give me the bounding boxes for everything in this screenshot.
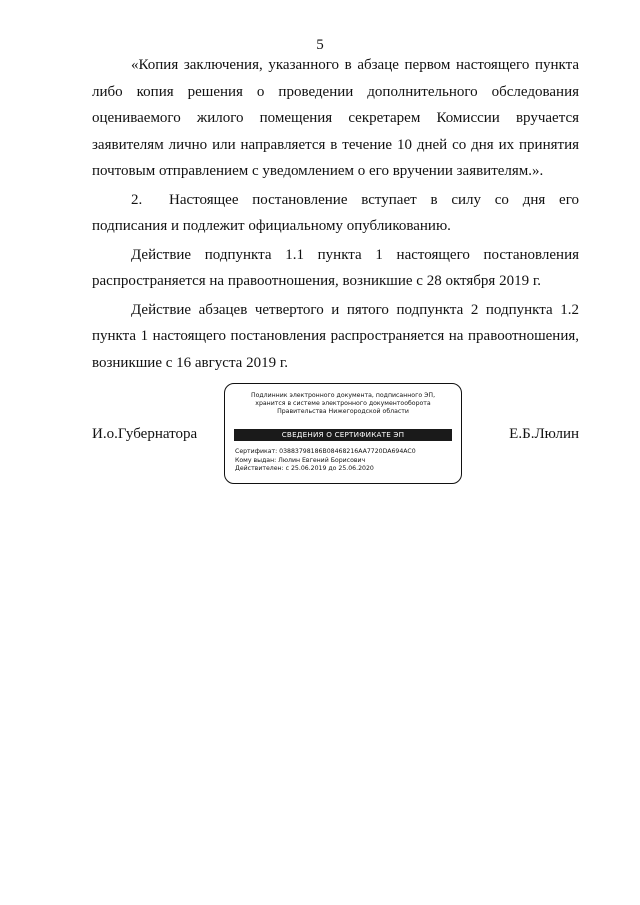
stamp-header [225, 392, 461, 416]
paragraph-effect-1-1 [92, 242, 579, 295]
document-body [92, 52, 579, 378]
electronic-signature-stamp [224, 383, 462, 484]
paragraph-text: Действие подпункта 1.1 пункта 1 настоящего постановления распространяется на правоотношения, возникшие с 28 октября 2019 г. [92, 246, 579, 289]
paragraph-text: «Копия заключения, указанного в абзаце первом настоящего пункта либо копия решения о проведении дополнительного обследования оцениваемого жилого помещения секретарем Комиссии вручается заявителям лично или направляется в течение 10 дней со дня их принятия почтовым отправлением с уведомлением о его вручении заявителям.». [92, 57, 579, 179]
stamp-title-bar: СВЕДЕНИЯ О СЕРТИФИКАТЕ ЭП [234, 429, 452, 441]
stamp-header-line: хранится в системе электронного документооборота [255, 400, 431, 407]
stamp-header-line: Подлинник электронного документа, подписанного ЭП, [250, 392, 436, 399]
certificate-number: Сертификат: 03883798186B08468216AA7720DA694AC0 [235, 448, 416, 455]
paragraph-item-2 [92, 187, 579, 240]
paragraph-text: Настоящее постановление вступает в силу со дня его подписания и подлежит официальному опубликованию. [92, 191, 579, 234]
signatory-position: И.о.Губернатора [92, 426, 198, 442]
paragraph-text: Действие абзацев четвертого и пятого подпункта 2 подпункта 1.2 пункта 1 настоящего постановления распространяется на правоотношения, возникшие с 16 августа 2019 г. [92, 301, 579, 371]
certificate-owner: Кому выдан: Люлин Евгений Борисович [235, 456, 366, 464]
signature-block [92, 383, 579, 487]
page-number: 5 [316, 37, 324, 53]
paragraph-quote [92, 52, 579, 185]
item-number: 2. [131, 191, 143, 208]
stamp-header-line: Правительства Нижегородской области [277, 408, 409, 415]
stamp-details [235, 448, 416, 474]
paragraph-effect-1-2 [92, 297, 579, 377]
signatory-name: Е.Б.Люлин [509, 426, 579, 442]
certificate-validity: Действителен: с 25.06.2019 до 25.06.2020 [235, 465, 374, 472]
